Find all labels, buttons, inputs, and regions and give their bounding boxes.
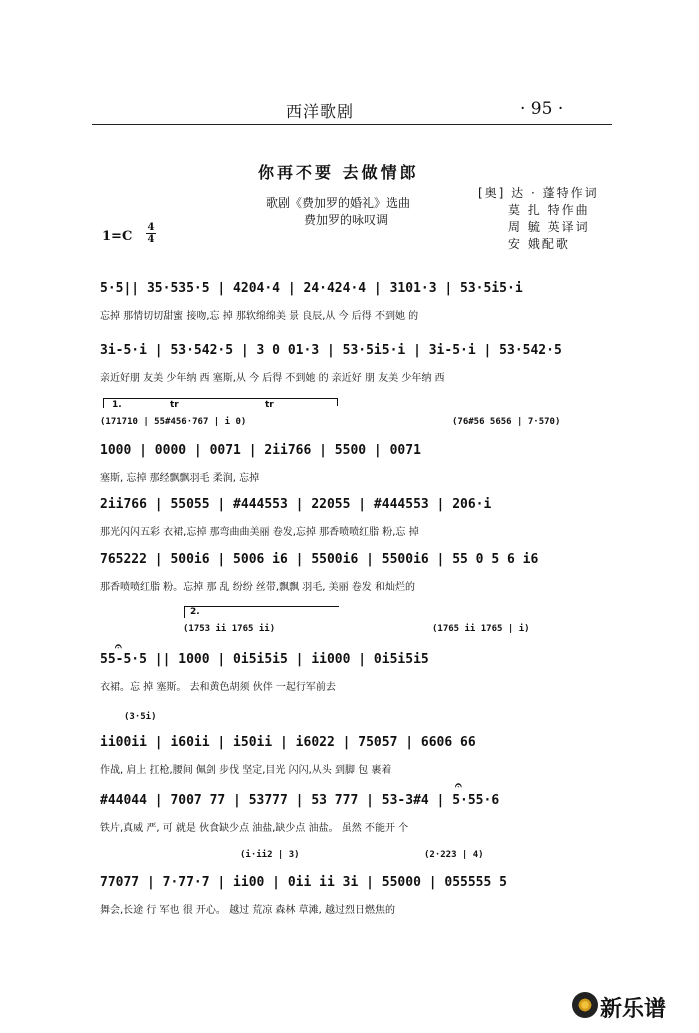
lyrics-line-8: 铁片,真威 严, 可 就是 伙食缺少点 油盐,缺少点 油盐。 虽然 不能开 个 — [100, 823, 409, 834]
volta-bracket-1-right — [337, 398, 338, 406]
volta-bracket-2 — [184, 606, 339, 607]
fermata-mark-2: 𝄐 — [455, 778, 462, 792]
lyrics-line-3: 塞斯, 忘掉 那经飘飘羽毛 柔润, 忘掉 — [100, 473, 260, 484]
orchestra-line-7: (3·5i) — [124, 712, 157, 722]
orchestra-line-6a: (1753 ii 1765 ii) — [183, 624, 276, 634]
notation-line-2: 3i-5·i | 53·542·5 | 3 0 01·3 | 53·5i5·i | 3i-5·i | 53·542·5 — [100, 343, 562, 358]
time-signature-top: 4 — [147, 222, 155, 233]
credit-arranger: 安 娥配歌 — [508, 237, 570, 251]
volta-bracket-1-left — [103, 398, 104, 408]
lyrics-line-5: 那香喷喷红脂 粉。忘掉 那 乱 纷纷 丝带,飘飘 羽毛, 美丽 卷发 和灿烂的 — [100, 582, 415, 593]
credit-composer: 莫 扎 特作曲 — [508, 203, 590, 217]
subtitle-aria: 费加罗的咏叹调 — [304, 213, 389, 227]
orchestra-line-3a: (171710 | 55#456·767 | i 0) — [100, 417, 247, 427]
header-rule — [92, 124, 612, 125]
orchestra-line-6b: (1765 ii 1765 | i) — [432, 624, 530, 634]
volta-second-ending: 2. — [190, 607, 200, 617]
time-signature-bottom: 4 — [147, 234, 155, 245]
notation-line-3: 1000 | 0000 | 0071 | 2ii766 | 5500 | 0071 — [100, 443, 421, 458]
orchestra-line-9a: (i·ii2 | 3) — [240, 850, 300, 860]
subtitle-opera: 歌剧《费加罗的婚礼》选曲 — [266, 196, 411, 210]
site-logo-text: 新乐谱 — [600, 997, 667, 1022]
notation-line-8: #44044 | 7007 77 | 53777 | 53 777 | 53-3#4 | 5·55·6 — [100, 793, 500, 808]
key-signature: 1=C — [102, 229, 133, 244]
lyrics-line-6: 衣裙。忘 掉 塞斯。 去和黄色胡须 伙伴 一起行军前去 — [100, 682, 336, 693]
notation-line-7: ii00ii | i60ii | i50ii | i6022 | 75057 | 6606 66 — [100, 735, 476, 750]
notation-line-6: 55-5·5 || 1000 | 0i5i5i5 | ii000 | 0i5i5i5 — [100, 652, 429, 667]
credit-translator: 周 毓 英译词 — [508, 220, 590, 234]
running-head: 西洋歌剧 — [286, 102, 355, 121]
lyrics-line-2: 亲近好朋 友美 少年纳 西 塞斯,从 今 后得 不到她 的 亲近好 朋 友美 少年纳 西 — [100, 373, 445, 384]
record-disc-icon — [572, 992, 598, 1018]
lyrics-line-9: 舞会,长途 行 军也 很 开心。 越过 荒凉 森林 草滩, 越过烈日燃焦的 — [100, 905, 395, 916]
trill-mark-1: tr — [170, 400, 179, 410]
lyrics-line-4: 那光闪闪五彩 衣裙,忘掉 那弯曲曲美丽 卷发,忘掉 那香喷喷红脂 粉,忘 掉 — [100, 527, 419, 538]
volta-bracket-2-left — [184, 606, 185, 618]
trill-mark-2: tr — [265, 400, 274, 410]
lyrics-line-1: 忘掉 那情切切甜蜜 接吻,忘 掉 那软绵绵美 景 良辰,从 今 后得 不到她 的 — [100, 311, 419, 322]
lyrics-line-7: 作战, 肩上 扛枪,腰间 佩剑 步伐 坚定,目光 闪闪,从头 到脚 包 裹着 — [100, 765, 392, 776]
page-number: · 95 · — [520, 99, 564, 119]
time-signature — [146, 222, 156, 245]
volta-first-ending: 1. — [112, 400, 122, 410]
song-title: 你再不要 去做情郎 — [258, 163, 419, 182]
notation-line-5: 765222 | 500i6 | 5006 i6 | 5500i6 | 5500i6 | 55 0 5 6 i6 — [100, 552, 539, 567]
fermata-mark: 𝄐 — [115, 639, 122, 653]
orchestra-line-3b: (76#56 5656 | 7·570) — [452, 417, 561, 427]
notation-line-1: 5·5|| 35·535·5 | 4204·4 | 24·424·4 | 3101·3 | 53·5i5·i — [100, 281, 523, 296]
volta-bracket-1 — [103, 398, 338, 399]
notation-line-4: 2ii766 | 55055 | #444553 | 22055 | #444553 | 206·i — [100, 497, 492, 512]
orchestra-line-9b: (2·223 | 4) — [424, 850, 484, 860]
notation-line-9: 77077 | 7·77·7 | ii00 | 0ii ii 3i | 55000 | 055555 5 — [100, 875, 507, 890]
credit-lyricist: [奥] 达 · 蓬特作词 — [478, 186, 599, 200]
